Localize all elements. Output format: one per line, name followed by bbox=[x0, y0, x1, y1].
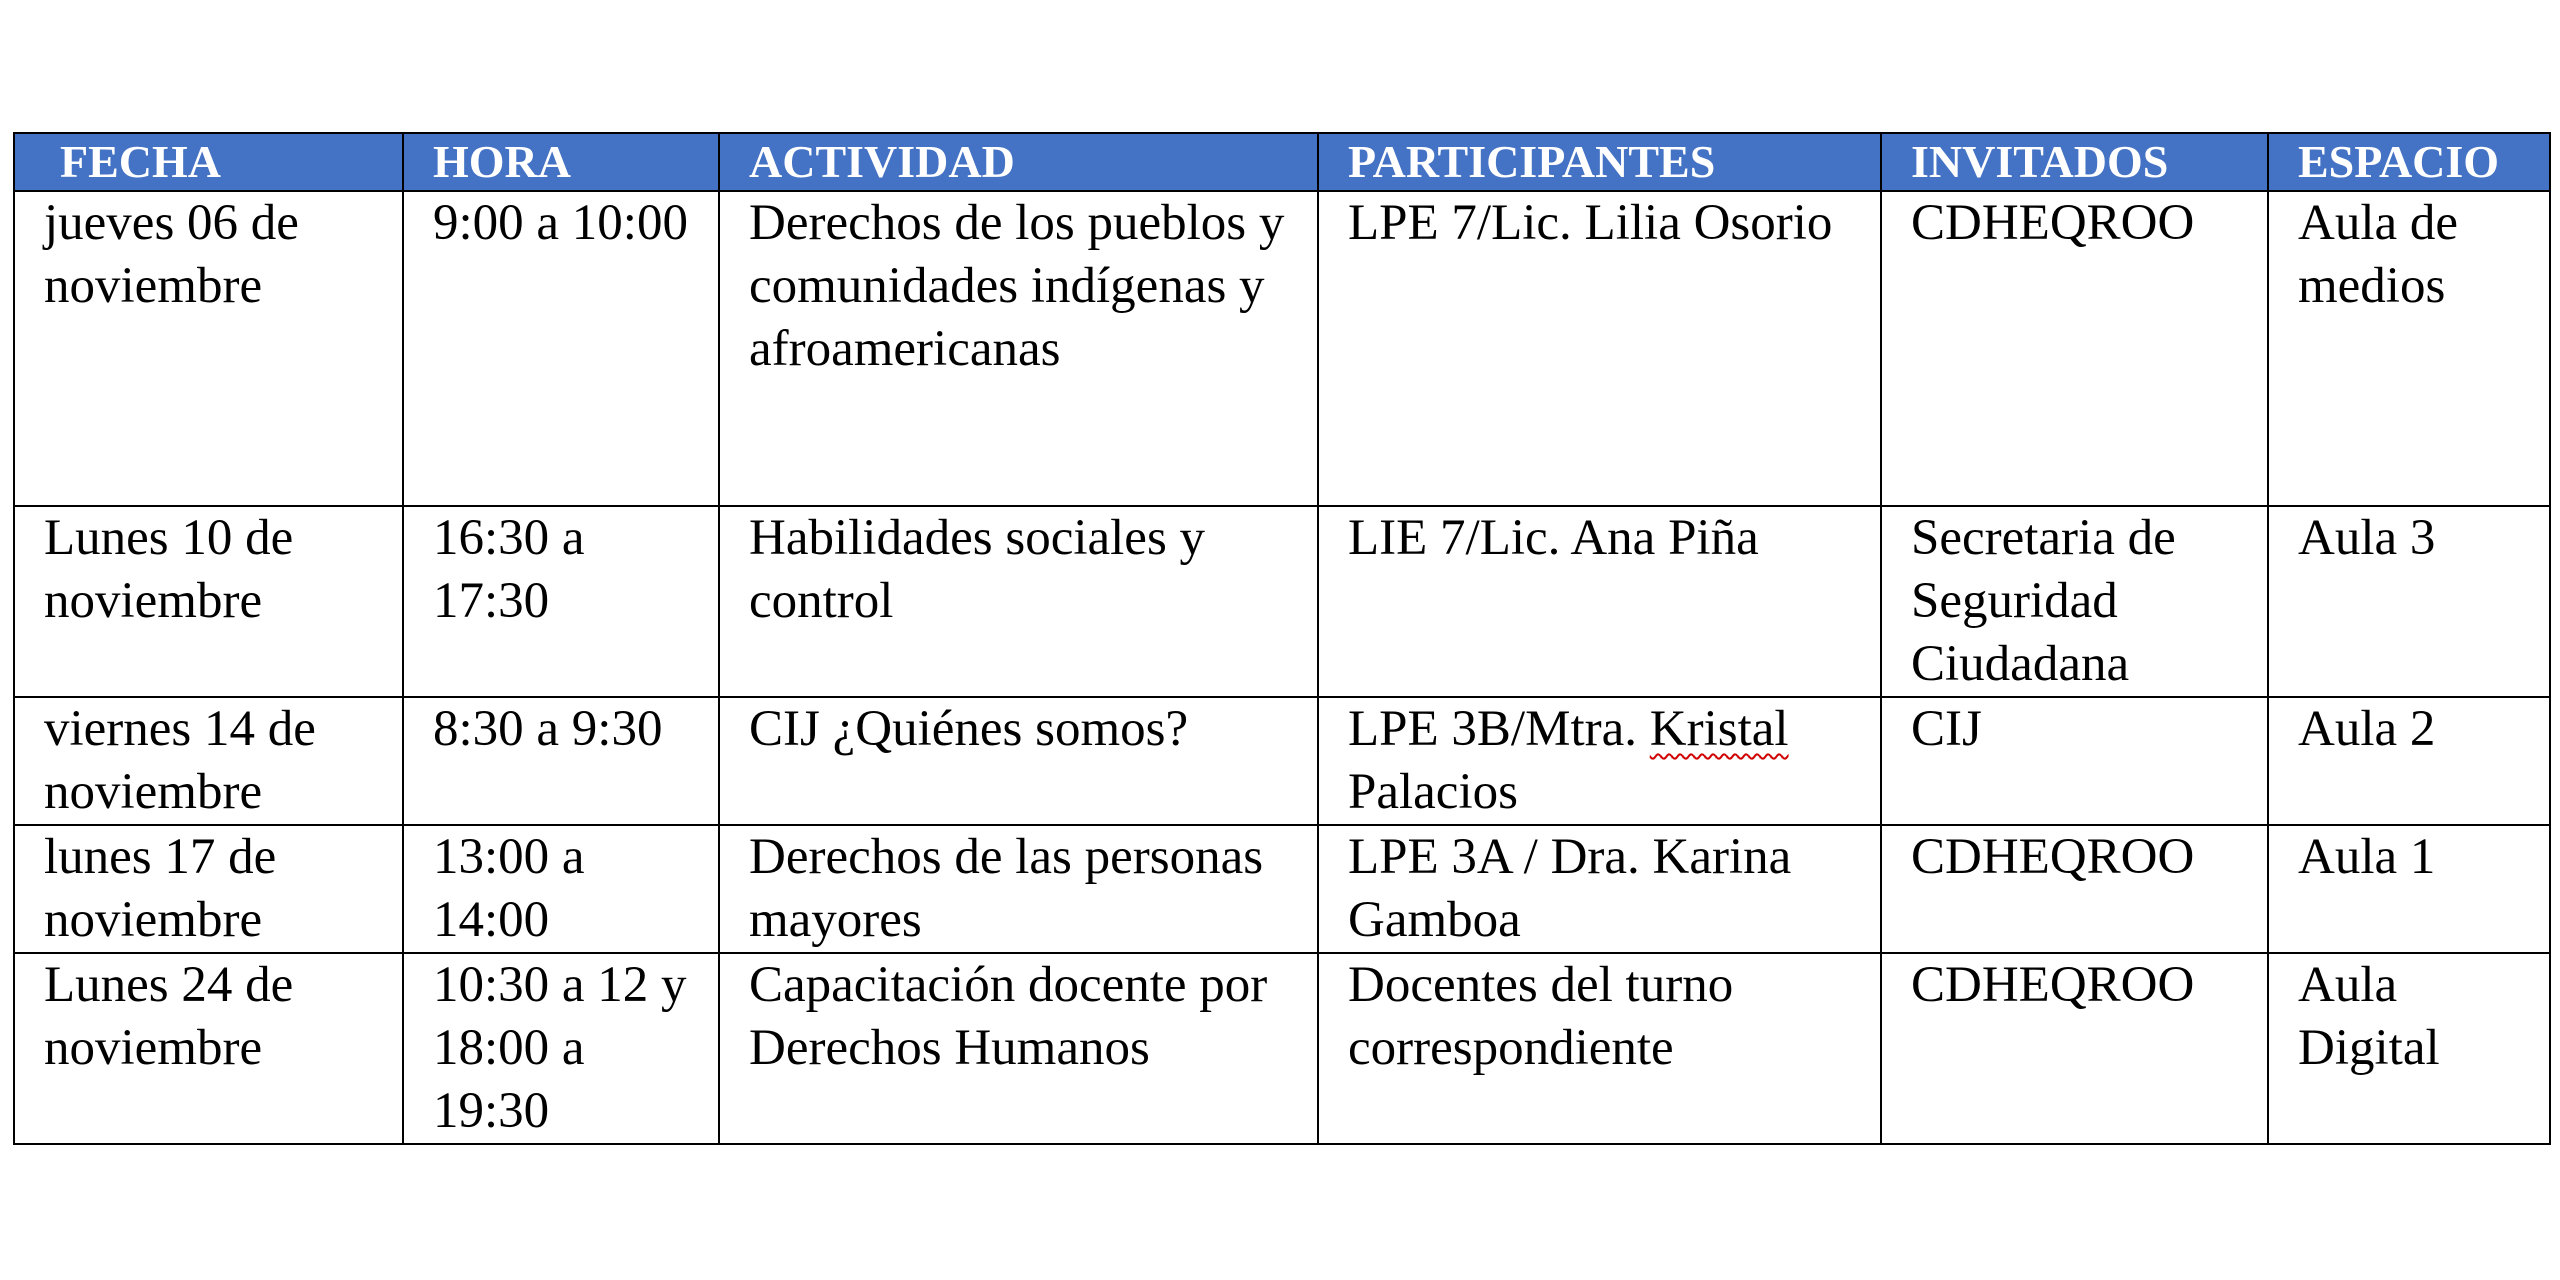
cell-hora: 16:30 a 17:30 bbox=[403, 506, 719, 697]
header-invitados: INVITADOS bbox=[1881, 133, 2268, 191]
cell-actividad: CIJ ¿Quiénes somos? bbox=[719, 697, 1318, 825]
cell-hora: 13:00 a 14:00 bbox=[403, 825, 719, 953]
cell-invitados: CDHEQROO bbox=[1881, 191, 2268, 506]
header-actividad: ACTIVIDAD bbox=[719, 133, 1318, 191]
cell-fecha: Lunes 10 de noviembre bbox=[14, 506, 403, 697]
spell-error-underline[interactable]: Kristal bbox=[1649, 701, 1789, 757]
table-row bbox=[14, 825, 2550, 953]
cell-invitados: CDHEQROO bbox=[1881, 825, 2268, 953]
cell-hora: 10:30 a 12 y 18:00 a 19:30 bbox=[403, 953, 719, 1144]
header-row bbox=[14, 133, 2550, 191]
cell-participantes: LPE 3B/Mtra. Kristal Palacios bbox=[1318, 697, 1881, 825]
table-row bbox=[14, 953, 2550, 1144]
cell-invitados: CDHEQROO bbox=[1881, 953, 2268, 1144]
cell-espacio: Aula 2 bbox=[2268, 697, 2550, 825]
cell-participantes: LPE 3A / Dra. Karina Gamboa bbox=[1318, 825, 1881, 953]
header-espacio: ESPACIO bbox=[2268, 133, 2550, 191]
cell-participantes: LIE 7/Lic. Ana Piña bbox=[1318, 506, 1881, 697]
table-row bbox=[14, 191, 2550, 506]
cell-espacio: Aula Digital bbox=[2268, 953, 2550, 1144]
table-header bbox=[14, 133, 2550, 191]
cell-invitados: Secretaria de Seguridad Ciudadana bbox=[1881, 506, 2268, 697]
cell-espacio: Aula de medios bbox=[2268, 191, 2550, 506]
cell-actividad: Capacitación docente por Derechos Humanos bbox=[719, 953, 1318, 1144]
cell-participantes: LPE 7/Lic. Lilia Osorio bbox=[1318, 191, 1881, 506]
cell-hora: 9:00 a 10:00 bbox=[403, 191, 719, 506]
cell-actividad: Derechos de los pueblos y comunidades indígenas y afroamericanas bbox=[719, 191, 1318, 506]
table-row bbox=[14, 697, 2550, 825]
cell-fecha: viernes 14 de noviembre bbox=[14, 697, 403, 825]
schedule-table bbox=[13, 132, 2551, 1145]
cell-fecha: lunes 17 de noviembre bbox=[14, 825, 403, 953]
cell-fecha: Lunes 24 de noviembre bbox=[14, 953, 403, 1144]
cell-espacio: Aula 3 bbox=[2268, 506, 2550, 697]
table-row bbox=[14, 506, 2550, 697]
cell-espacio: Aula 1 bbox=[2268, 825, 2550, 953]
table-body bbox=[14, 191, 2550, 1144]
cell-hora: 8:30 a 9:30 bbox=[403, 697, 719, 825]
cell-participantes: Docentes del turno correspondiente bbox=[1318, 953, 1881, 1144]
header-participantes: PARTICIPANTES bbox=[1318, 133, 1881, 191]
cell-actividad: Derechos de las personas mayores bbox=[719, 825, 1318, 953]
cell-actividad: Habilidades sociales y control bbox=[719, 506, 1318, 697]
header-hora: HORA bbox=[403, 133, 719, 191]
cell-fecha: jueves 06 de noviembre bbox=[14, 191, 403, 506]
header-fecha: FECHA bbox=[14, 133, 403, 191]
cell-invitados: CIJ bbox=[1881, 697, 2268, 825]
